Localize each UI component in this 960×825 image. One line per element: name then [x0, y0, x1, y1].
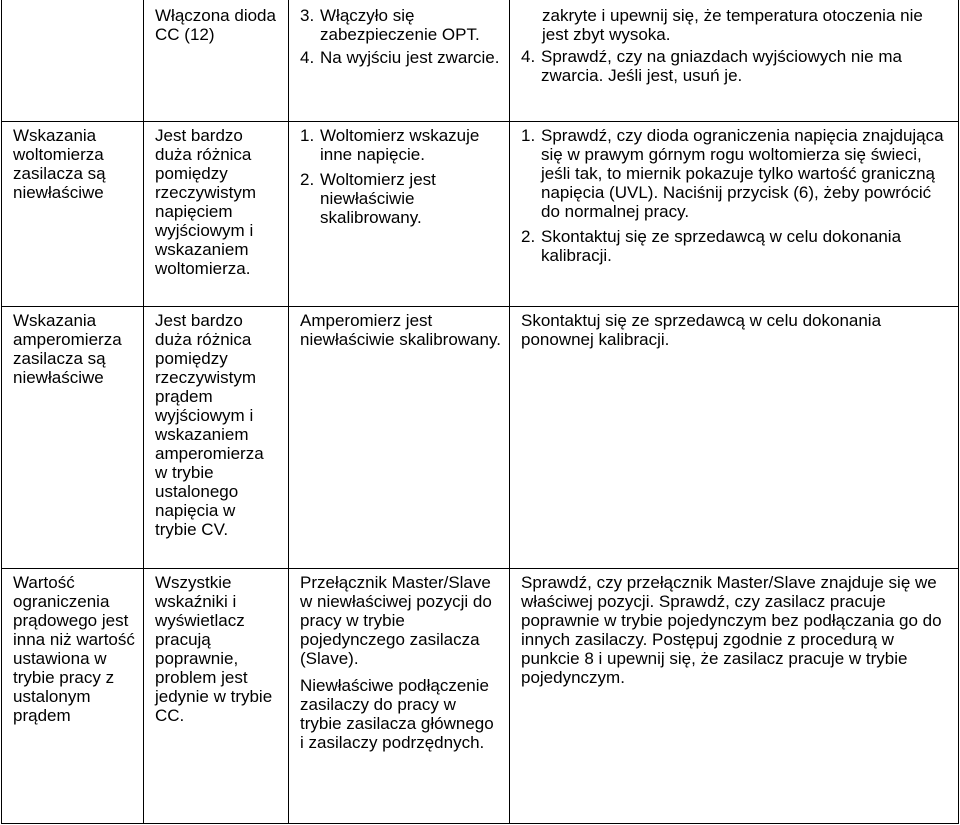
list-item: 4. Sprawdź, czy na gniazdach wyjściowych nie ma zwarcia. Jeśli jest, usuń je.	[521, 47, 902, 85]
list-item: 2. Skontaktuj się ze sprzedawcą w celu dokonania kalibracji.	[521, 226, 902, 265]
table-row	[2, 306, 959, 568]
remedy-cell	[289, 568, 510, 823]
list-item: 4. Na wyjściu jest zwarcie.	[300, 48, 500, 67]
table-row	[2, 0, 959, 121]
cause-cell: Jest bardzo duża różnica pomiędzy rzeczywistym napięciem wyjściowym i wskazaniem woltomierza.	[144, 121, 289, 306]
symptom-cell: Wartość ograniczenia prądowego jest inna niż wartość ustawiona w trybie pracy z ustalonym prądem	[2, 568, 144, 823]
symptom-cell: Wskazania amperomierza zasilacza są niewłaściwe	[2, 306, 144, 568]
cause-cell: Wszystkie wskaźniki i wyświetlacz pracują poprawnie, problem jest jedynie w trybie CC.	[144, 568, 289, 823]
action-cell	[510, 121, 959, 306]
cause-cell: Jest bardzo duża różnica pomiędzy rzeczywistym prądem wyjściowym i wskazaniem amperomierza w trybie ustalonego napięcia w trybie CV.	[144, 306, 289, 568]
action-cell: Skontaktuj się ze sprzedawcą w celu dokonania ponownej kalibracji.	[510, 306, 959, 568]
remedy-cell	[289, 121, 510, 306]
list-item: 2. Woltomierz jest niewłaściwie skalibrowany.	[300, 169, 436, 227]
troubleshooting-table	[1, 0, 959, 824]
list-item: 3. Włączyło się zabezpieczenie OPT.	[300, 6, 480, 44]
remedy-cell: Amperomierz jest niewłaściwie skalibrowany.	[289, 306, 510, 568]
table-row	[2, 121, 959, 306]
cause-cell: Włączona dioda CC (12)	[144, 0, 289, 121]
symptom-cell	[2, 0, 144, 121]
symptom-cell: Wskazania woltomierza zasilacza są niewłaściwe	[2, 121, 144, 306]
remedy-cell	[289, 0, 510, 121]
action-cell: Sprawdź, czy przełącznik Master/Slave znajduje się we właściwej pozycji. Sprawdź, czy zasilacz pracuje poprawnie w trybie pojedynczym bez podłączania go do innych zasilaczy. Postępuj zgodnie z procedurą w punkcie 8 i upewnij się, że zasilacz pracuje w trybie pojedynczym.	[510, 568, 959, 823]
list-item: 1. Sprawdź, czy dioda ograniczenia napięcia znajdująca się w prawym górnym rogu woltomierza się świeci, jeśli tak, to miernik pokazuje tylko wartość graniczną napięcia (UVL). Naciśnij przycisk (6), żeby powrócić do normalnej pracy.	[521, 125, 944, 221]
remedy-text: Przełącznik Master/Slave w niewłaściwej pozycji do pracy w trybie pojedynczego zasilacza (Slave).	[300, 572, 492, 668]
list-item: 1. Woltomierz wskazuje inne napięcie.	[300, 125, 480, 164]
remedy-extra-text: Niewłaściwe podłączenie zasilaczy do pracy w trybie zasilacza głównego i zasilaczy podrzędnych.	[300, 675, 494, 752]
action-cell	[510, 0, 959, 121]
action-lead-text: zakryte i upewnij się, że temperatura otoczenia nie jest zbyt wysoka.	[542, 6, 923, 44]
table-row	[2, 568, 959, 823]
